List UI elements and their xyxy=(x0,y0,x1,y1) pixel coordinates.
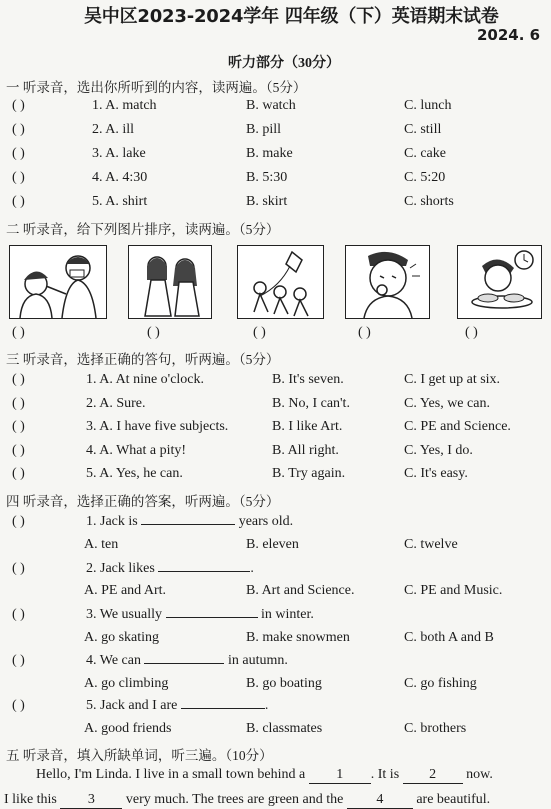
answer-bracket[interactable]: ( ) xyxy=(12,372,25,387)
reply-2-option-c: C. Yes, we can. xyxy=(404,396,490,411)
option-a: A. go skating xyxy=(84,630,160,645)
section-5-heading: 五 听录音，填入所缺单词，听三遍。（10分） xyxy=(6,748,273,763)
reply-1-option-c: C. I get up at six. xyxy=(404,372,501,387)
passage-line-1 xyxy=(36,767,493,784)
stem-text: in winter. xyxy=(261,607,314,622)
answer-bracket[interactable]: ( ) xyxy=(12,122,25,137)
blank-4[interactable]: 4 xyxy=(347,792,413,809)
picture-answer-bracket[interactable]: ( ) xyxy=(12,325,25,340)
reply-5-option-a: 5. A. Yes, he can. xyxy=(86,466,183,481)
answer-bracket[interactable]: ( ) xyxy=(12,194,25,209)
option-c: C. PE and Music. xyxy=(404,583,503,598)
answer-bracket[interactable]: ( ) xyxy=(12,653,25,668)
picture-answer-bracket[interactable]: ( ) xyxy=(358,325,371,340)
option-a: A. PE and Art. xyxy=(84,583,167,598)
reply-2-option-a: 2. A. Sure. xyxy=(86,396,146,411)
option-b: B. classmates xyxy=(246,721,323,736)
reply-5-option-c: C. It's easy. xyxy=(404,466,468,481)
option-b: B. make snowmen xyxy=(246,630,350,645)
reply-3-option-b: B. I like Art. xyxy=(272,419,343,434)
exam-date: 2024. 6 xyxy=(477,26,541,44)
question-1-option-b: B. watch xyxy=(246,98,296,113)
question-2-option-b: B. pill xyxy=(246,122,282,137)
exam-title: 吴中区2023-2024学年 四年级（下）英语期末试卷 xyxy=(84,6,499,27)
answer-blank[interactable] xyxy=(144,663,224,664)
passage-text: . It is xyxy=(370,767,400,782)
option-a: A. go climbing xyxy=(84,676,169,691)
passage-text: now. xyxy=(466,767,493,782)
option-b: B. eleven xyxy=(246,537,299,552)
answer-bracket[interactable]: ( ) xyxy=(12,561,25,576)
listening-part-heading: 听力部分（30分） xyxy=(228,56,340,71)
blank-2[interactable]: 2 xyxy=(403,767,463,784)
question-5-option-a: 5. A. shirt xyxy=(92,194,148,209)
answer-blank[interactable] xyxy=(166,617,258,618)
blank-3[interactable]: 3 xyxy=(60,792,122,809)
reply-1-option-b: B. It's seven. xyxy=(272,372,344,387)
answer-bracket[interactable]: ( ) xyxy=(12,466,25,481)
picture-boy-eating xyxy=(457,245,542,319)
question-3-option-c: C. cake xyxy=(404,146,446,161)
question-4-option-b: B. 5:30 xyxy=(246,170,288,185)
reply-5-option-b: B. Try again. xyxy=(272,466,346,481)
answer-bracket[interactable]: ( ) xyxy=(12,607,25,622)
stem-text: 1. Jack is xyxy=(86,514,138,529)
question-3-option-a: 3. A. lake xyxy=(92,146,146,161)
picture-kids-kite xyxy=(237,245,324,319)
answer-bracket[interactable]: ( ) xyxy=(12,396,25,411)
passage-text: are beautiful. xyxy=(416,792,491,807)
section-4-heading: 四 听录音，选择正确的答案，听两遍。（5分） xyxy=(6,494,280,509)
option-c: C. go fishing xyxy=(404,676,477,691)
question-2-option-a: 2. A. ill xyxy=(92,122,135,137)
answer-blank[interactable] xyxy=(158,571,250,572)
picture-two-girls xyxy=(128,245,212,319)
picture-boy-coughing xyxy=(345,245,430,319)
stem-text: 2. Jack likes xyxy=(86,561,155,576)
reply-4-option-a: 4. A. What a pity! xyxy=(86,443,187,458)
reply-3-option-a: 3. A. I have five subjects. xyxy=(86,419,229,434)
stem-text: 4. We can xyxy=(86,653,141,668)
question-1-option-c: C. lunch xyxy=(404,98,452,113)
stem-text: . xyxy=(250,561,254,576)
passage-text: very much. The trees are green and the xyxy=(125,792,344,807)
reply-4-option-c: C. Yes, I do. xyxy=(404,443,473,458)
passage-text: Hello, I'm Linda. I live in a small town behind a xyxy=(36,767,306,782)
reply-2-option-b: B. No, I can't. xyxy=(272,396,350,411)
picture-doctor-patient xyxy=(9,245,107,319)
reply-4-option-b: B. All right. xyxy=(272,443,339,458)
blank-1[interactable]: 1 xyxy=(309,767,371,784)
question-4-2-stem xyxy=(86,561,254,577)
stem-text: 3. We usually xyxy=(86,607,162,622)
question-4-4-stem xyxy=(86,653,288,669)
question-4-1-stem xyxy=(86,514,293,530)
stem-text: 5. Jack and I are xyxy=(86,698,178,713)
answer-bracket[interactable]: ( ) xyxy=(12,698,25,713)
question-4-option-c: C. 5:20 xyxy=(404,170,446,185)
answer-bracket[interactable]: ( ) xyxy=(12,170,25,185)
question-2-option-c: C. still xyxy=(404,122,442,137)
picture-answer-bracket[interactable]: ( ) xyxy=(465,325,478,340)
question-3-option-b: B. make xyxy=(246,146,293,161)
question-4-option-a: 4. A. 4:30 xyxy=(92,170,148,185)
picture-answer-bracket[interactable]: ( ) xyxy=(253,325,266,340)
answer-bracket[interactable]: ( ) xyxy=(12,419,25,434)
question-5-option-c: C. shorts xyxy=(404,194,454,209)
reply-3-option-c: C. PE and Science. xyxy=(404,419,511,434)
option-c: C. both A and B xyxy=(404,630,494,645)
option-c: C. twelve xyxy=(404,537,458,552)
option-b: B. go boating xyxy=(246,676,322,691)
passage-text: I like this xyxy=(4,792,57,807)
option-c: C. brothers xyxy=(404,721,467,736)
question-5-option-b: B. skirt xyxy=(246,194,288,209)
answer-bracket[interactable]: ( ) xyxy=(12,98,25,113)
answer-blank[interactable] xyxy=(141,524,235,525)
section-1-heading: 一 听录音，选出你所听到的内容，读两遍。（5分） xyxy=(6,80,307,95)
answer-bracket[interactable]: ( ) xyxy=(12,443,25,458)
question-4-5-stem xyxy=(86,698,268,714)
reply-1-option-a: 1. A. At nine o'clock. xyxy=(86,372,205,387)
section-3-heading: 三 听录音，选择正确的答句，听两遍。（5分） xyxy=(6,352,280,367)
answer-bracket[interactable]: ( ) xyxy=(12,514,25,529)
question-4-3-stem xyxy=(86,607,314,623)
picture-answer-bracket[interactable]: ( ) xyxy=(147,325,160,340)
stem-text: . xyxy=(264,698,269,713)
answer-blank[interactable] xyxy=(181,708,265,709)
option-a: A. ten xyxy=(84,537,119,552)
section-2-heading: 二 听录音，给下列图片排序，读两遍。（5分） xyxy=(6,222,280,237)
question-1-option-a: 1. A. match xyxy=(92,98,157,113)
passage-line-2 xyxy=(4,792,490,809)
option-b: B. Art and Science. xyxy=(246,583,355,598)
option-a: A. good friends xyxy=(84,721,172,736)
stem-text: years old. xyxy=(238,514,294,529)
stem-text: in autumn. xyxy=(227,653,288,668)
answer-bracket[interactable]: ( ) xyxy=(12,146,25,161)
